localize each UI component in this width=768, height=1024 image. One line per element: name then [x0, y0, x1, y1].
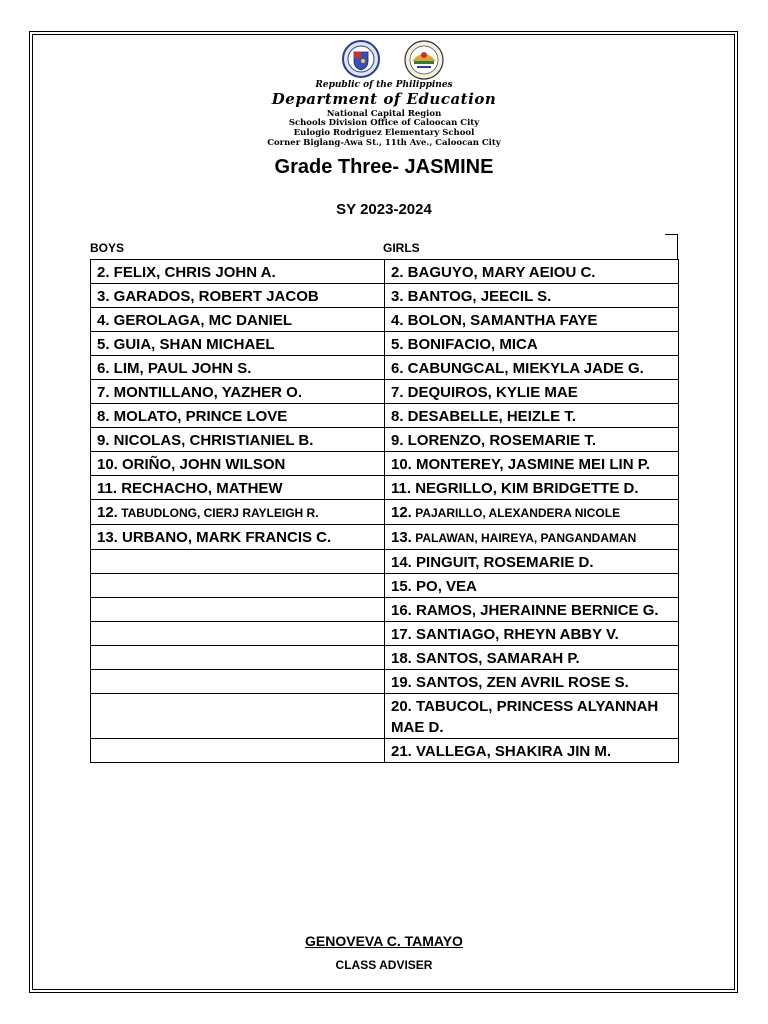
table-row — [91, 622, 679, 646]
girl-cell — [385, 525, 679, 550]
republic-line: Republic of the Philippines — [315, 80, 453, 90]
girl-cell: 7. DEQUIROS, KYLIE MAE — [385, 380, 679, 404]
boy-cell: 2. FELIX, CHRIS JOHN A. — [91, 260, 385, 284]
school-year: SY 2023-2024 — [336, 201, 432, 218]
table-row — [91, 500, 679, 525]
department-line: Department of Education — [271, 90, 497, 108]
adviser-name-text: GENOVEVA C. TAMAYO — [305, 933, 463, 949]
boy-cell — [91, 694, 385, 739]
region-line: National Capital Region — [326, 109, 442, 119]
girl-cell — [385, 500, 679, 525]
corner-line — [677, 234, 678, 260]
adviser-name — [0, 933, 768, 949]
logo-row — [0, 40, 768, 80]
table-row — [91, 574, 679, 598]
girl-cell: 5. BONIFACIO, MICA — [385, 332, 679, 356]
boy-cell — [91, 670, 385, 694]
boy-cell — [91, 500, 385, 525]
boy-cell: 6. LIM, PAUL JOHN S. — [91, 356, 385, 380]
student-name: TABUDLONG, CIERJ RAYLEIGH R. — [121, 506, 319, 520]
boy-cell — [91, 622, 385, 646]
boy-cell — [91, 646, 385, 670]
girl-cell: 21. VALLEGA, SHAKIRA JIN M. — [385, 739, 679, 763]
boys-column-header: BOYS — [90, 241, 125, 255]
division-line: Schools Division Office of Caloocan City — [288, 118, 480, 128]
student-name: PALAWAN, HAIREYA, PANGANDAMAN — [415, 531, 637, 545]
boy-cell: 8. MOLATO, PRINCE LOVE — [91, 404, 385, 428]
girl-cell: 18. SANTOS, SAMARAH P. — [385, 646, 679, 670]
table-row — [91, 428, 679, 452]
table-row — [91, 550, 679, 574]
girl-cell: 15. PO, VEA — [385, 574, 679, 598]
girl-cell: 4. BOLON, SAMANTHA FAYE — [385, 308, 679, 332]
boy-cell: 9. NICOLAS, CHRISTIANIEL B. — [91, 428, 385, 452]
table-row — [91, 260, 679, 284]
class-roster-table — [90, 259, 679, 763]
table-row — [91, 739, 679, 763]
table-row — [91, 452, 679, 476]
girl-cell: 3. BANTOG, JEECIL S. — [385, 284, 679, 308]
boy-cell — [91, 598, 385, 622]
girl-cell: 19. SANTOS, ZEN AVRIL ROSE S. — [385, 670, 679, 694]
table-row — [91, 308, 679, 332]
table-row — [91, 694, 679, 739]
row-number: 13. — [391, 529, 412, 546]
school-line: Eulogio Rodriguez Elementary School — [293, 128, 475, 138]
boy-cell: 11. RECHACHO, MATHEW — [91, 476, 385, 500]
girl-cell: 10. MONTEREY, JASMINE MEI LIN P. — [385, 452, 679, 476]
boy-cell: 13. URBANO, MARK FRANCIS C. — [91, 525, 385, 550]
table-row — [91, 356, 679, 380]
girl-cell: 14. PINGUIT, ROSEMARIE D. — [385, 550, 679, 574]
boy-cell: 7. MONTILLANO, YAZHER O. — [91, 380, 385, 404]
adviser-role: CLASS ADVISER — [335, 958, 433, 972]
table-row — [91, 598, 679, 622]
boy-cell: 4. GEROLAGA, MC DANIEL — [91, 308, 385, 332]
girl-cell: 8. DESABELLE, HEIZLE T. — [385, 404, 679, 428]
table-row — [91, 380, 679, 404]
table-row — [91, 284, 679, 308]
boy-cell — [91, 739, 385, 763]
girl-cell: 2. BAGUYO, MARY AEIOU C. — [385, 260, 679, 284]
boy-cell — [91, 550, 385, 574]
row-number: 12. — [97, 504, 118, 521]
girls-column-header: GIRLS — [383, 241, 420, 255]
address-line: Corner Biglang-Awa St., 11th Ave., Caloocan City — [267, 138, 501, 148]
table-row — [91, 404, 679, 428]
table-row — [91, 670, 679, 694]
page-title: Grade Three- JASMINE — [274, 156, 494, 178]
girl-cell: 17. SANTIAGO, RHEYN ABBY V. — [385, 622, 679, 646]
row-number: 12. — [391, 504, 412, 521]
boy-cell: 5. GUIA, SHAN MICHAEL — [91, 332, 385, 356]
table-row — [91, 476, 679, 500]
girl-cell: 9. LORENZO, ROSEMARIE T. — [385, 428, 679, 452]
girl-cell: 11. NEGRILLO, KIM BRIDGETTE D. — [385, 476, 679, 500]
deped-seal-icon — [330, 40, 392, 78]
boy-cell: 3. GARADOS, ROBERT JACOB — [91, 284, 385, 308]
table-row — [91, 332, 679, 356]
boy-cell — [91, 574, 385, 598]
girl-cell: 20. TABUCOL, PRINCESS ALYANNAH MAE D. — [385, 694, 679, 739]
girl-cell: 16. RAMOS, JHERAINNE BERNICE G. — [385, 598, 679, 622]
student-name: PAJARILLO, ALEXANDERA NICOLE — [415, 506, 621, 520]
table-row — [91, 646, 679, 670]
school-seal-icon — [398, 40, 450, 80]
boy-cell: 10. ORIÑO, JOHN WILSON — [91, 452, 385, 476]
table-row — [91, 525, 679, 550]
girl-cell: 6. CABUNGCAL, MIEKYLA JADE G. — [385, 356, 679, 380]
